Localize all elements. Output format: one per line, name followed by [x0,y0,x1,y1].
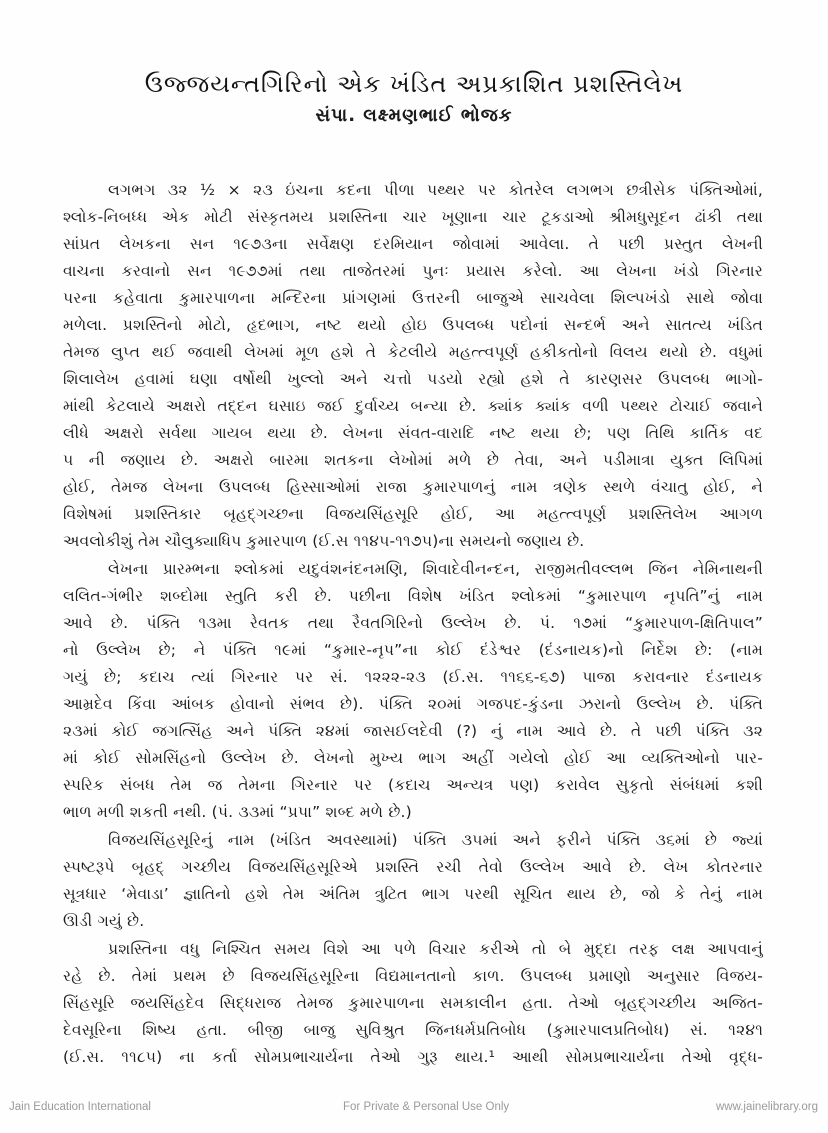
text-line: નો ઉલ્લેખ છે; ને પંક્તિ ૧૯માં “કુમાર-નૃપ”ના કોઈ દંડેશ્વર (દંડનાયક)નો નિર્દેશ છે: (નામ [63,641,763,659]
article-body [63,177,763,1071]
text-line: આમ્રદેવ કિંવા આંબક હોવાનો સંભવ છે). પંક્તિ ૨૦માં ગજપદ-કુંડના ઝરાનો ઉલ્લેખ છે. પંક્તિ [63,695,763,713]
text-line: દેવસૂરિના શિષ્ય હતા. બીજી બાજુ સુવિશ્રુત જિનધર્મપ્રતિબોધ (કુમારપાલપ્રતિબોધ) સં. ૧૨૪૧ [63,1021,763,1039]
text-line: તેમજ લુપ્ત થઈ જવાથી લેખમાં મૂળ હશે તે કેટલીયે મહત્ત્વપૂર્ણ હકીકતોનો વિલય થયો છે. વધુમાં [63,343,763,361]
text-line: સાંપ્રત લેખકના સન ૧૯૭૩ના સર્વેક્ષણ દરમિયાન જોવામાં આવેલા. તે પછી પ્રસ્તુત લેખની [63,235,763,253]
text-line: રહે છે. તેમાં પ્રથમ છે વિજયસિંહસૂરિના વિદ્યમાનતાનો કાળ. ઉપલબ્ધ પ્રમાણો અનુસાર વિજય- [63,967,763,985]
text-line: વાચના કરવાનો સન ૧૯૭૭માં તથા તાજેતરમાં પુનઃ પ્રયાસ કરેલો. આ લેખના ખંડો ગિરનાર [63,262,763,280]
text-line: (ઈ.સ. ૧૧૮૫) ના કર્તા સોમપ્રભાચાર્યના તેઓ ગુરૂ થાય.¹ આથી સોમપ્રભાચાર્યના તેઓ વૃદ્ધ- [63,1048,763,1066]
text-line: હોઈ, તેમજ લેખના ઉપલબ્ધ હિસ્સાઓમાં રાજા કુમારપાળનું નામ ત્રણેક સ્થળે વંચાતુ હોઈ, ને [63,478,763,496]
text-line: પ્રશસ્તિના વધુ નિશ્ચિત સમય વિશે આ પળે વિચાર કરીએ તો બે મુદ્દા તરફ લક્ષ આપવાનું [108,940,763,958]
text-line: સૂત્રધાર ‘મેવાડા’ જ્ઞાતિનો હશે તેમ અંતિમ ત્રુટિત ભાગ પરથી સૂચિત થાય છે, જો કે તેનું નામ [63,885,763,903]
footer-publisher: Jain Education International [9,1101,151,1113]
text-line: માંથી કેટલાયે અક્ષરો તદ્દન ઘસાઇ જઈ દુર્વાચ્ય બન્યા છે. ક્યાંક ક્યાંક વળી પથ્થર ટોચાઈ જવાને [63,397,763,415]
text-line: માં કોઈ સોમસિંહનો ઉલ્લેખ છે. લેખનો મુખ્ય ભાગ અહીં ગયેલો હોઈ આ વ્યક્તિઓનો પાર- [63,749,763,767]
paragraph-1 [63,177,763,555]
text-line: ગયું છે; કદાચ ત્યાં ગિરનાર પર સં. ૧૨૨૨-૨૩ (ઈ.સ. ૧૧૬૬-૬૭) પાજા કરાવનાર દંડનાયક [63,668,763,686]
text-line: શ્લોક-નિબધ્ધ એક મોટી સંસ્કૃતમય પ્રશસ્તિના ચાર ખૂણાના ચાર ટૂકડાઓ શ્રીમધુસૂદન ઢાંકી તથા [63,208,763,226]
article-title: ઉજ્જયન્તગિરિનો એક ખંડિત અપ્રકાશિત પ્રશસ્તિલેખ [144,70,684,98]
footer-website-link[interactable]: www.jainelibrary.org [715,1101,818,1113]
paragraph-4 [63,936,763,1071]
text-line: લીધે અક્ષરો સર્વથા ગાયબ થયા છે. લેખના સંવત-વારાદિ નષ્ટ થયા છે; પણ તિથિ કાર્તિક વદ [63,424,763,442]
footer-usage-notice: For Private & Personal Use Only [343,1101,510,1113]
text-line: લલિત-ગંભીર શબ્દોમા સ્તુતિ કરી છે. પછીના વિશેષ ખંડિત શ્લોકમાં “કુમારપાળ નૃપતિ”નું નામ [63,587,763,605]
text-line: સિંહસૂરિ જયસિંહદેવ સિદ્ધરાજ તેમજ કુમારપાળના સમકાલીન હતા. તેઓ બૃહદ્ગચ્છીય અજિત- [63,994,763,1012]
text-line: સ્પરિક સંબધ તેમ જ તેમના ગિરનાર પર (કદાચ અન્યત્ર પણ) કરાવેલ સુકૃતો સંબંધમાં કશી [63,776,763,794]
text-line: લેખના પ્રારમ્ભના શ્લોકમાં યદુવંશનંદનમણિ, શિવાદેવીનન્દન, રાજીમતીવલ્લભ જિન નેમિનાથની [108,560,763,578]
article-author: સંપા. લક્ષ્મણભાઈ ભોજક [315,105,513,126]
text-line: અવલોકીશું તેમ ચૌલુક્યાધિપ કુમારપાળ (ઈ.સ ૧૧૪૫-૧૧૭૫)ના સમયનો જણાય છે. [63,532,585,550]
text-line: ૫ ની જણાય છે. અક્ષરો બારમા શતકના લેખોમાં મળે છે તેવા, અને પડીમાત્રા યુક્ત લિપિમાં [63,451,763,469]
text-line: ઊડી ગયું છે. [63,912,145,930]
paragraph-3 [63,827,763,935]
text-line: સ્પષ્ટરૂપે બૃહદ્ ગચ્છીય વિજયસિંહસૂરિએ પ્રશસ્તિ રચી તેવો ઉલ્લેખ આવે છે. લેખ કોતરનાર [63,858,763,876]
text-line: મળેલા. પ્રશસ્તિનો મોટો, હૃદભાગ, નષ્ટ થયો હોઇ ઉપલબ્ધ પદોનાં સન્દર્ભ અને સાતત્ય ખંડિત [63,316,763,334]
text-line: શિલાલેખ હવામાં ઘણા વર્ષોથી ખુલ્લો અને ચત્તો પડયો રહ્યો હશે તે કારણસર ઉપલબ્ધ ભાગો- [63,370,763,388]
text-line: પરના કહેવાતા કુમારપાળના મન્દિરના પ્રાંગણમાં ઉત્તરની બાજુએ સાચવેલા શિલ્પખંડો સાથે જોવા [63,289,763,307]
text-line: લગભગ ૩૨ ½ × ૨૩ ઇંચના કદના પીળા પથ્થર પર કોતરેલ લગભગ છત્રીસેક પંક્તિઓમાં, [108,181,763,199]
page-footer [0,1101,828,1117]
text-line: ભાળ મળી શકતી નથી. (પં. ૩૩માં “પ્રપા” શબ્દ મળે છે.) [63,803,412,821]
text-line: વિશેષમાં પ્રશસ્તિકાર બૃહદ્ગચ્છના વિજયસિંહસૂરિ હોઈ, આ મહત્ત્વપૂર્ણ પ્રશસ્તિલેખ આગળ [63,505,763,523]
text-line: ૨૩માં કોઈ જગત્સિંહ અને પંક્તિ ૨૪માં જાસઈલદેવી (?) નું નામ આવે છે. તે પછી પંક્તિ ૩૨ [63,722,763,740]
text-line: વિજયસિંહસૂરિનું નામ (ખંડિત અવસ્થામાં) પંક્તિ ૩૫માં અને ફરીને પંક્તિ ૩૬માં છે જ્યાં [108,831,763,849]
paragraph-2 [63,556,763,826]
text-line: આવે છે. પંક્તિ ૧૩મા રેવતક તથા રૈવતગિરિનો ઉલ્લેખ છે. પં. ૧૭માં “કુમારપાળ-ક્ષિતિપાલ” [63,614,763,632]
